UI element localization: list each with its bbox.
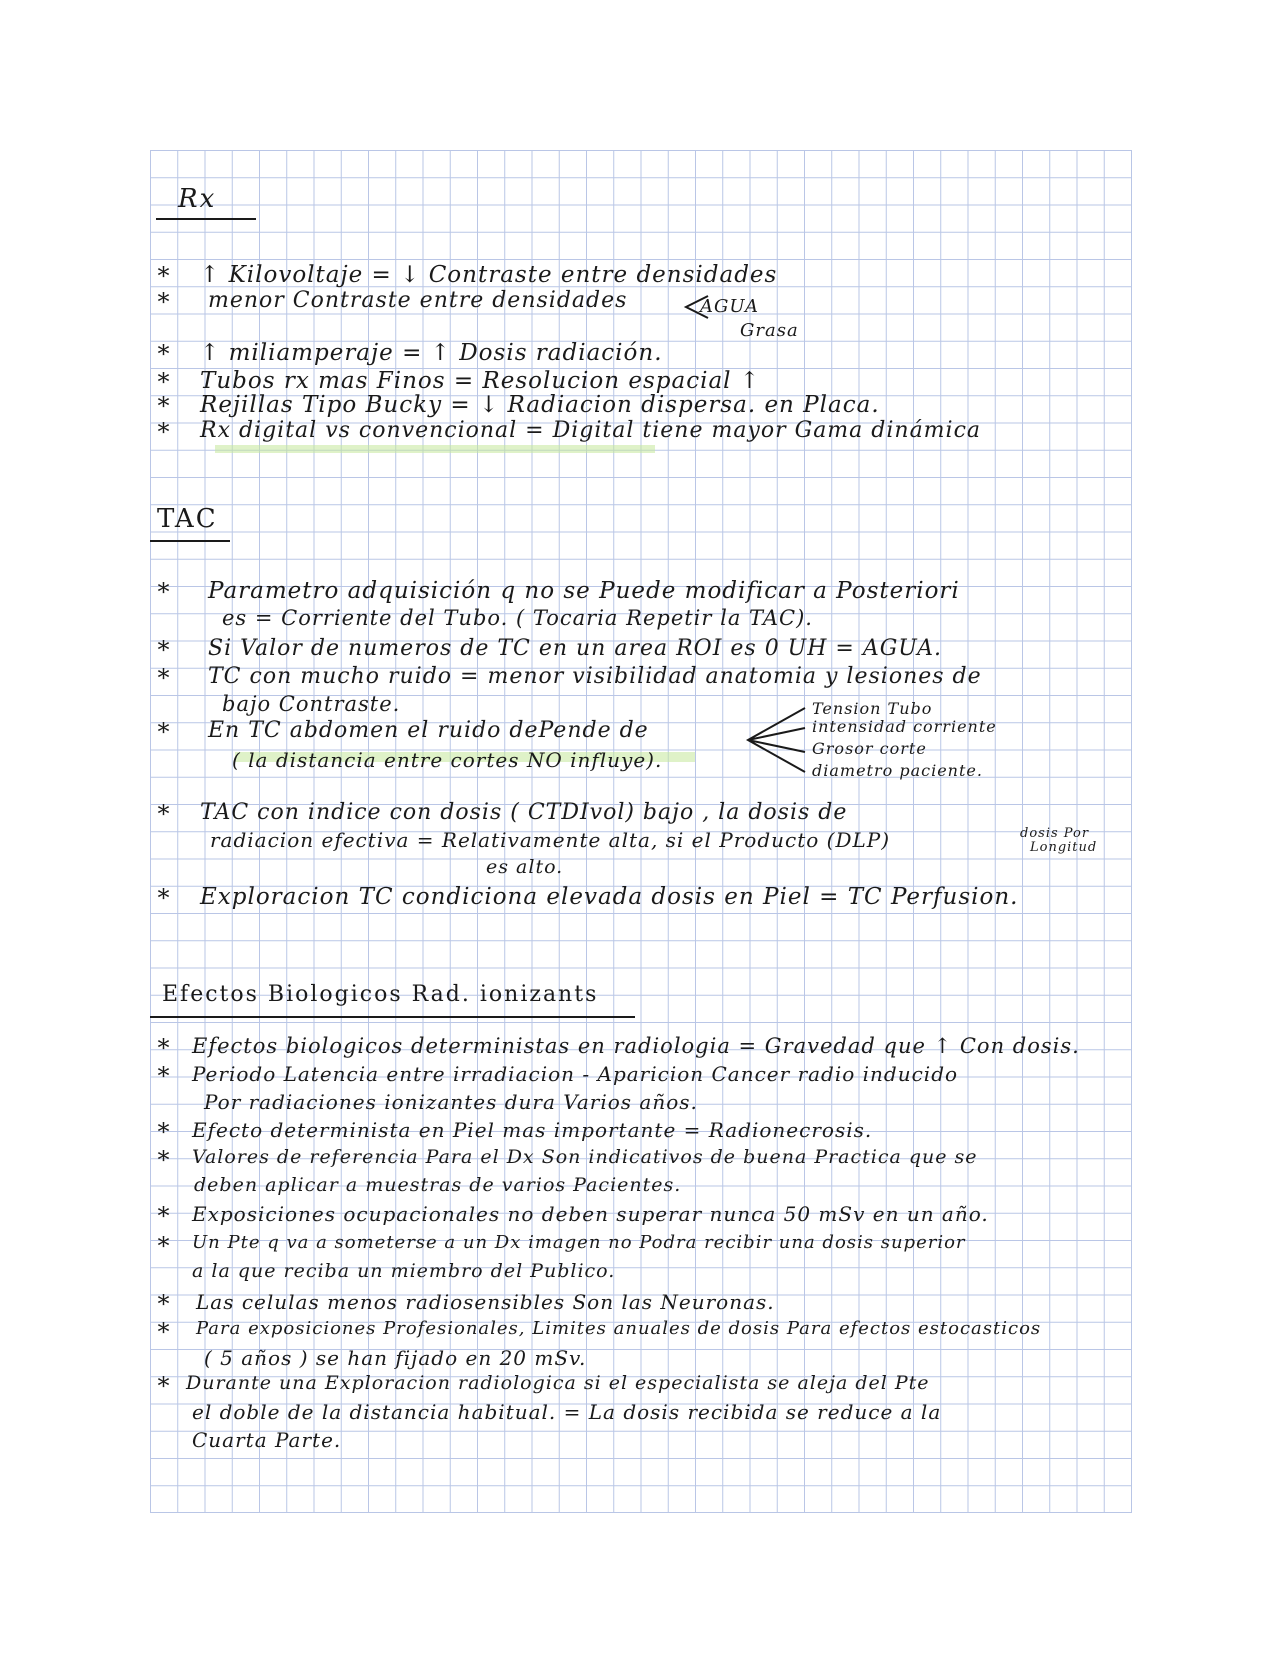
bullet-asterisk: *	[157, 718, 171, 746]
note-text: ( la distancia entre cortes NO influye).	[232, 748, 663, 772]
note-text: el doble de la distancia habitual. = La dosis recibida se reduce a la	[192, 1400, 942, 1424]
bullet-asterisk: *	[157, 578, 171, 606]
bracket-stroke	[686, 296, 708, 318]
note-text: En TC abdomen el ruido dePende de	[208, 718, 649, 743]
note-text: Para exposiciones Profesionales, Limites anuales de dosis Para efectos estocasticos	[196, 1318, 1042, 1339]
bullet-asterisk: *	[157, 800, 171, 828]
bullet-asterisk: *	[157, 1232, 171, 1260]
note-text: Cuarta Parte.	[192, 1428, 342, 1452]
note-text: Efecto determinista en Piel mas importante = Radionecrosis.	[192, 1118, 873, 1142]
dlp-note-1: dosis Por	[1020, 826, 1090, 841]
bullet-asterisk: *	[157, 664, 171, 692]
note-text: Efectos biologicos deterministas en radiologia = Gravedad que ↑ Con dosis.	[192, 1034, 1080, 1058]
note-text: Periodo Latencia entre irradiacion - Aparicion Cancer radio inducido	[192, 1062, 959, 1086]
bullet-asterisk: *	[157, 1372, 171, 1400]
bullet-asterisk: *	[157, 636, 171, 664]
dlp-note-2: Longitud	[1030, 840, 1098, 855]
note-text: menor Contraste entre densidades	[208, 288, 628, 313]
note-text: Valores de referencia Para el Dx Son indicativos de buena Practica que se	[192, 1146, 978, 1168]
noise-factor-4: diametro paciente.	[812, 761, 983, 780]
bullet-asterisk: *	[157, 262, 171, 290]
section-title-rx: Rx	[178, 184, 217, 214]
bullet-asterisk: *	[157, 1062, 171, 1090]
noise-factor-2: intensidad corriente	[812, 717, 997, 736]
note-text: Si Valor de numeros de TC en un area ROI es 0 UH = AGUA.	[208, 636, 943, 661]
note-text: Parametro adquisición q no se Puede modificar a Posteriori	[208, 578, 960, 604]
noise-factor-3: Grosor corte	[812, 739, 927, 758]
note-text: bajo Contraste.	[222, 692, 401, 716]
note-text: Por radiaciones ionizantes dura Varios años.	[204, 1090, 698, 1114]
note-text: Exploracion TC condiciona elevada dosis en Piel = TC Perfusion.	[200, 884, 1019, 910]
bullet-asterisk: *	[157, 1290, 171, 1318]
note-text: Exposiciones ocupacionales no deben superar nunca 50 mSv en un año.	[192, 1202, 989, 1226]
note-text: ↑ miliamperaje = ↑ Dosis radiación.	[200, 340, 663, 366]
noise-factor-1: Tension Tubo	[812, 699, 933, 718]
note-text: Tubos rx mas Finos = Resolucion espacial ↑	[200, 368, 761, 394]
note-text: deben aplicar a muestras de varios Pacientes.	[194, 1174, 682, 1196]
bullet-asterisk: *	[157, 392, 171, 420]
bullet-asterisk: *	[157, 1202, 171, 1230]
note-text: Durante una Exploracion radiologica si el especialista se aleja del Pte	[186, 1372, 930, 1394]
note-text: es alto.	[486, 856, 564, 878]
section-title-efectos: Efectos Biologicos Rad. ionizants	[162, 982, 599, 1007]
bullet-asterisk: *	[157, 1034, 171, 1062]
bullet-asterisk: *	[157, 1146, 171, 1174]
arrow-fan-stroke	[748, 708, 805, 772]
bullet-asterisk: *	[157, 368, 171, 396]
note-text: ( 5 años ) se han fijado en 20 mSv.	[204, 1346, 587, 1370]
bullet-asterisk: *	[157, 1318, 171, 1346]
section-title-tac: TAC	[157, 504, 218, 534]
branch-grasa: Grasa	[740, 320, 799, 341]
note-text: TAC con indice con dosis ( CTDIvol) bajo , la dosis de	[200, 800, 848, 825]
note-text: Un Pte q va a someterse a un Dx imagen no Podra recibir una dosis superior	[192, 1232, 966, 1253]
bullet-asterisk: *	[157, 1118, 171, 1146]
branch-agua: AGUA	[700, 296, 759, 317]
bullet-asterisk: *	[157, 288, 171, 316]
note-text: Rejillas Tipo Bucky = ↓ Radiacion dispersa. en Placa.	[200, 392, 880, 418]
note-text: TC con mucho ruido = menor visibilidad anatomia y lesiones de	[208, 664, 982, 689]
bullet-asterisk: *	[157, 340, 171, 368]
note-text: a la que reciba un miembro del Publico.	[192, 1260, 616, 1282]
note-text: es = Corriente del Tubo. ( Tocaria Repetir la TAC).	[222, 606, 813, 630]
bullet-asterisk: *	[157, 884, 171, 912]
bullet-asterisk: *	[157, 418, 171, 446]
note-text: Las celulas menos radiosensibles Son las Neuronas.	[196, 1290, 775, 1314]
note-text: Rx digital vs convencional = Digital tiene mayor Gama dinámica	[200, 418, 982, 443]
note-text: ↑ Kilovoltaje = ↓ Contraste entre densidades	[200, 262, 778, 288]
note-text: radiacion efectiva = Relativamente alta, si el Producto (DLP)	[210, 828, 891, 852]
